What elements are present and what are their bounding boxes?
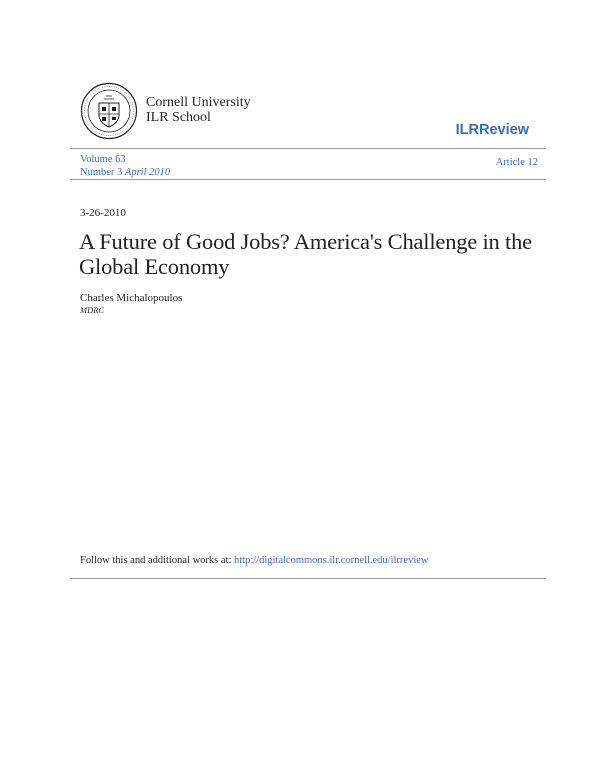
issue-date[interactable]: April 2010: [124, 167, 171, 178]
journal-name[interactable]: ILRReview: [455, 122, 529, 138]
follow-text: Follow this and additional works at:: [80, 555, 232, 566]
article-number[interactable]: Article 12: [495, 157, 538, 168]
repository-link[interactable]: http://digitalcommons.ilr.cornell.edu/ilrreview: [234, 555, 429, 566]
paper-title: A Future of Good Jobs? America's Challenge in the Global Economy: [79, 229, 532, 279]
bottom-divider: [70, 578, 546, 579]
issue-info: [80, 153, 170, 179]
institution-line-1: Cornell University: [146, 95, 251, 110]
author-affiliation: MDRC: [80, 305, 105, 315]
cornell-seal-icon: [80, 82, 138, 140]
publication-date: 3-26-2010: [80, 207, 126, 219]
middle-divider: [70, 179, 546, 180]
volume-link[interactable]: Volume 63: [80, 154, 126, 165]
institution-line-2: ILR School: [146, 110, 211, 125]
number-line: [80, 166, 170, 179]
author-name: Charles Michalopoulos: [80, 292, 183, 304]
number-link[interactable]: Number 3: [80, 167, 123, 178]
follow-line: [80, 555, 429, 566]
institution-name: [146, 95, 251, 125]
top-divider: [70, 148, 546, 149]
